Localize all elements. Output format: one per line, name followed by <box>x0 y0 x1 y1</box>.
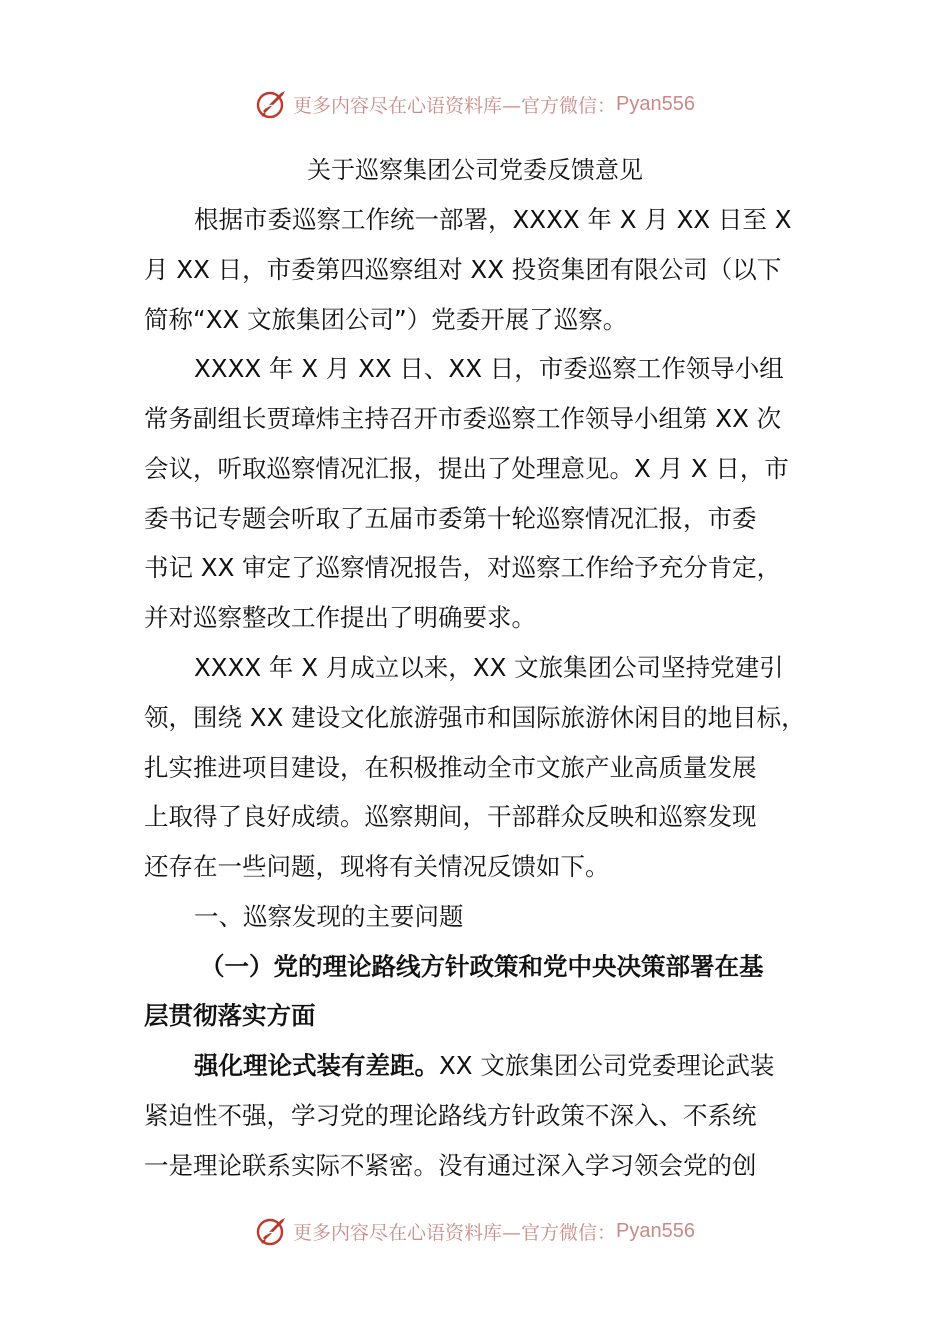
paragraph-text: XX 文旅集团公司党委理论武装 <box>439 1051 775 1080</box>
paragraph-line: 简称“XX 文旅集团公司”）党委开展了巡察。 <box>144 305 628 334</box>
watermark-text: 更多内容尽在心语资料库—官方微信： <box>293 94 617 117</box>
pen-logo-icon <box>255 1214 289 1248</box>
paragraph-line: XXXX 年 X 月成立以来，XX 文旅集团公司坚持党建引 <box>194 653 784 682</box>
subsection-heading-continued: 层贯彻落实方面 <box>144 1001 316 1030</box>
paragraph-line: XXXX 年 X 月 XX 日、XX 日，市委巡察工作领导小组 <box>194 354 784 383</box>
paragraph-line: 上取得了良好成绩。巡察期间，干部群众反映和巡察发现 <box>144 802 757 831</box>
paragraph-line: 书记 XX 审定了巡察情况报告，对巡察工作给予充分肯定， <box>144 553 782 582</box>
watermark-text: 更多内容尽在心语资料库—官方微信： <box>293 1221 617 1244</box>
paragraph-line: 并对巡察整改工作提出了明确要求。 <box>144 603 536 632</box>
paragraph-line: 会议，听取巡察情况汇报，提出了处理意见。X 月 X 日，市 <box>144 454 789 483</box>
pen-logo-icon <box>255 87 289 121</box>
subsection-heading: （一）党的理论路线方针政策和党中央决策部署在基 <box>200 952 764 981</box>
paragraph-bold-lead: 强化理论式装有差距。 <box>194 1051 439 1080</box>
paragraph-line: 领，围绕 XX 建设文化旅游强市和国际旅游休闲目的地目标， <box>144 703 806 732</box>
paragraph-line: 紧迫性不强，学习党的理论路线方针政策不深入、不系统 <box>144 1101 757 1130</box>
paragraph-line <box>194 1046 814 1086</box>
section-heading: 一、巡察发现的主要问题 <box>194 902 464 931</box>
paragraph-line: 扎实推进项目建设，在积极推动全市文旅产业高质量发展 <box>144 753 757 782</box>
paragraph-line: 根据市委巡察工作统一部署，XXXX 年 X 月 XX 日至 X <box>194 205 792 234</box>
paragraph-line: 还存在一些问题，现将有关情况反馈如下。 <box>144 852 610 881</box>
paragraph-line: 一是理论联系实际不紧密。没有通过深入学习领会党的创 <box>144 1151 757 1180</box>
paragraph-line: 常务副组长贾璋炜主持召开市委巡察工作领导小组第 XX 次 <box>144 404 782 433</box>
document-title: 关于巡察集团公司党委反馈意见 <box>307 156 643 184</box>
watermark-wechat-id: Pyan556 <box>616 1219 695 1242</box>
watermark-footer <box>0 1211 950 1251</box>
watermark-wechat-id: Pyan556 <box>616 92 695 115</box>
paragraph-line: 月 XX 日，市委第四巡察组对 XX 投资集团有限公司（以下 <box>144 255 782 284</box>
paragraph-line: 委书记专题会听取了五届市委第十轮巡察情况汇报，市委 <box>144 504 757 533</box>
watermark-header <box>0 84 950 124</box>
